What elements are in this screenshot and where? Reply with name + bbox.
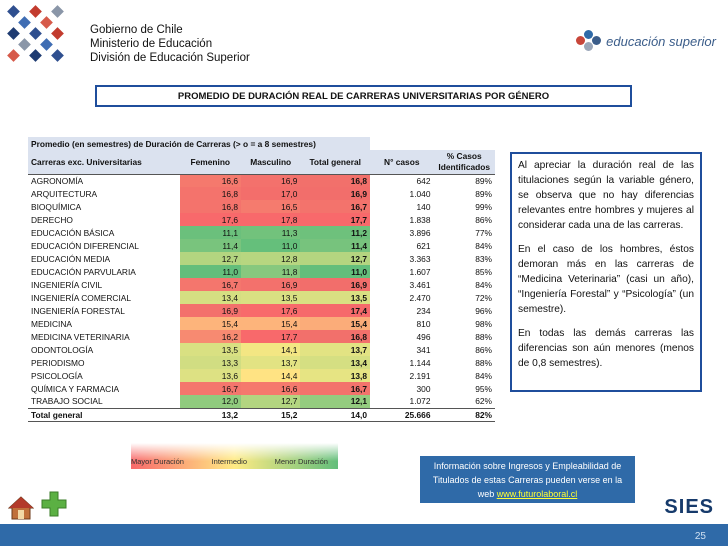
table-row: [28, 291, 495, 304]
male-cell: 14,4: [241, 369, 300, 382]
female-cell: 11,1: [180, 226, 241, 239]
page-number: 25: [694, 531, 706, 542]
pct-cell: 96%: [475, 305, 492, 316]
add-icon[interactable]: [40, 490, 68, 518]
header-pct: % Casos Identificados: [434, 150, 496, 174]
total-mas-cell: 15,2: [241, 408, 300, 421]
male-cell: 16,6: [241, 382, 300, 395]
table-row: [28, 343, 495, 356]
pct-cell: 84%: [475, 370, 492, 381]
header-female: Femenino: [180, 150, 241, 174]
logo-diamond: [51, 49, 64, 62]
female-cell: 12,7: [180, 252, 241, 265]
org-line-2: Ministerio de Educación: [90, 38, 213, 50]
pct-cell: 89%: [434, 174, 496, 187]
header-career: Carreras exc. Universitarias: [28, 150, 180, 174]
female-cell: 17,6: [180, 213, 241, 226]
career-cell: INGENIERÍA COMERCIAL: [31, 292, 132, 303]
table-row: [28, 239, 495, 252]
table-row: [28, 330, 495, 343]
table-row: [28, 356, 495, 369]
cases-cell: 1.144: [409, 357, 431, 368]
cases-cell: 341: [416, 344, 431, 355]
table-caption: Promedio (en semestres) de Duración de Carreras (> o = a 8 semestres): [28, 137, 370, 150]
org-line-3: División de Educación Superior: [90, 52, 250, 64]
footer-bar: [0, 524, 728, 546]
total-pct-cell: 82%: [434, 408, 496, 421]
career-cell: PERIODISMO: [31, 357, 85, 368]
table-header-row: [28, 150, 495, 174]
sies-brand: SIES: [664, 496, 714, 518]
female-cell: 12,0: [180, 395, 241, 408]
page-title: PROMEDIO DE DURACIÓN REAL DE CARRERAS UNIVERSITARIAS POR GÉNERO: [95, 85, 632, 107]
total-casos-cell: 25.666: [370, 408, 433, 421]
cases-cell: 3.896: [409, 227, 431, 238]
total-cell: 16,9: [300, 187, 370, 200]
cases-cell: 496: [416, 331, 431, 342]
male-cell: 11,0: [241, 239, 300, 252]
male-cell: 12,7: [241, 395, 300, 408]
female-cell: 16,8: [180, 187, 241, 200]
total-cell: 17,7: [300, 213, 370, 226]
table-row: [28, 213, 495, 226]
total-tot-cell: 14,0: [300, 408, 370, 421]
cases-cell: 2.191: [409, 370, 431, 381]
table-row: [28, 278, 495, 291]
female-cell: 11,4: [180, 239, 241, 252]
pct-cell: 86%: [475, 344, 492, 355]
career-cell: ODONTOLOGÍA: [31, 344, 94, 355]
total-cell: 13,7: [300, 343, 370, 356]
total-cell: 12,1: [300, 395, 370, 408]
cases-cell: 621: [416, 240, 431, 251]
logo-diamond: [51, 5, 64, 18]
gobierno-logo: [6, 4, 66, 64]
cases-cell: 3.461: [409, 279, 431, 290]
logo-diamond: [51, 27, 64, 40]
pct-cell: 83%: [475, 253, 492, 264]
career-cell: PSICOLOGÍA: [31, 370, 83, 381]
educacion-superior-logo: [576, 30, 716, 52]
male-cell: 17,0: [241, 187, 300, 200]
logo-diamond: [29, 5, 42, 18]
male-cell: 12,8: [241, 252, 300, 265]
legend-mid: Intermedio: [211, 457, 247, 466]
analysis-note: [510, 152, 702, 392]
male-cell: 17,7: [241, 330, 300, 343]
pct-cell: 62%: [475, 396, 492, 407]
header-male: Masculino: [241, 150, 300, 174]
table-row: [28, 252, 495, 265]
career-cell: EDUCACIÓN MEDIA: [31, 253, 111, 264]
male-cell: 13,7: [241, 356, 300, 369]
career-cell: ARQUITECTURA: [31, 188, 98, 199]
futurolaboral-link[interactable]: www.futurolaboral.cl: [496, 489, 578, 499]
logo-diamond: [29, 49, 42, 62]
pct-cell: 88%: [475, 357, 492, 368]
legend-low: Menor Duración: [274, 457, 328, 466]
brand-mark-icon: [576, 30, 602, 52]
total-cell: 11,4: [300, 239, 370, 252]
total-cell: 13,4: [300, 356, 370, 369]
total-cell: 13,5: [300, 291, 370, 304]
female-cell: 16,7: [180, 382, 241, 395]
table-row: [28, 174, 495, 187]
legend-high: Mayor Duración: [131, 457, 184, 466]
female-cell: 16,6: [180, 174, 241, 187]
female-cell: 16,8: [180, 200, 241, 213]
career-cell: EDUCACIÓN BÁSICA: [31, 227, 115, 238]
male-cell: 16,9: [241, 174, 300, 187]
male-cell: 17,8: [241, 213, 300, 226]
color-scale-legend: [131, 443, 338, 469]
female-cell: 15,4: [180, 317, 241, 330]
logo-diamond: [7, 49, 20, 62]
male-cell: 11,3: [241, 226, 300, 239]
table-row: [28, 265, 495, 278]
cases-cell: 234: [416, 305, 431, 316]
pct-cell: 88%: [475, 331, 492, 342]
female-cell: 11,0: [180, 265, 241, 278]
total-name-cell: Total general: [28, 408, 180, 421]
table-row: [28, 304, 495, 317]
logo-diamond: [18, 38, 31, 51]
total-cell: 15,4: [300, 317, 370, 330]
male-cell: 15,4: [241, 317, 300, 330]
total-cell: 13,8: [300, 369, 370, 382]
organization-block: [90, 23, 250, 65]
career-cell: EDUCACIÓN PARVULARIA: [31, 266, 136, 277]
cases-cell: 810: [416, 318, 431, 329]
logo-diamond: [7, 5, 20, 18]
logo-diamond: [29, 27, 42, 40]
logo-diamond: [40, 16, 53, 29]
career-cell: TRABAJO SOCIAL: [31, 396, 103, 407]
table-row: [28, 200, 495, 213]
note-paragraph-2: En el caso de los hombres, éstos demoran más en las carreras de “Medicina Veterinaria” (casi un año), “Ingeniería Forestal” y “Psicología” (un semestre).: [518, 244, 694, 315]
total-cell: 12,7: [300, 252, 370, 265]
male-cell: 14,1: [241, 343, 300, 356]
duration-table: [28, 137, 495, 422]
home-icon[interactable]: [8, 495, 34, 521]
cases-cell: 300: [416, 383, 431, 394]
total-fem-cell: 13,2: [180, 408, 241, 421]
pct-cell: 89%: [475, 188, 492, 199]
career-cell: BIOQUÍMICA: [31, 201, 82, 212]
female-cell: 16,2: [180, 330, 241, 343]
table-row: [28, 395, 495, 408]
logo-diamond: [7, 27, 20, 40]
total-cell: 17,4: [300, 304, 370, 317]
cases-cell: 642: [370, 174, 433, 187]
female-cell: 13,5: [180, 343, 241, 356]
male-cell: 16,5: [241, 200, 300, 213]
male-cell: 13,5: [241, 291, 300, 304]
table-row: [28, 226, 495, 239]
pct-cell: 95%: [475, 383, 492, 394]
career-cell: MEDICINA: [31, 318, 72, 329]
total-cell: 16,8: [300, 330, 370, 343]
career-cell: INGENIERÍA FORESTAL: [31, 305, 125, 316]
female-cell: 16,9: [180, 304, 241, 317]
pct-cell: 72%: [475, 292, 492, 303]
brand-text: educación superior: [606, 33, 716, 49]
cases-cell: 2.470: [409, 292, 431, 303]
career-cell: QUÍMICA Y FARMACIA: [31, 383, 120, 394]
career-cell: DERECHO: [31, 214, 73, 225]
pct-cell: 84%: [475, 279, 492, 290]
table-row: [28, 187, 495, 200]
note-paragraph-1: Al apreciar la duración real de las titulaciones según la variable género, se observa que no hay diferencias relevantes entre hombres y mujeres al considerar cada una de las carreras.: [518, 160, 694, 231]
header-total: Total general: [300, 150, 370, 174]
female-cell: 13,6: [180, 369, 241, 382]
cases-cell: 1.838: [409, 214, 431, 225]
pct-cell: 85%: [475, 266, 492, 277]
cases-cell: 140: [416, 201, 431, 212]
cases-cell: 1.607: [409, 266, 431, 277]
male-cell: 16,9: [241, 278, 300, 291]
career-cell: EDUCACIÓN DIFERENCIAL: [31, 240, 139, 251]
female-cell: 13,4: [180, 291, 241, 304]
info-text: Información sobre Ingresos y Empleabilidad de Titulados de estas Carreras pueden verse en la web: [432, 461, 623, 499]
female-cell: 13,3: [180, 356, 241, 369]
pct-cell: 99%: [475, 201, 492, 212]
header-cases: N° casos: [370, 150, 433, 174]
total-cell: 16,8: [300, 174, 370, 187]
pct-cell: 84%: [475, 240, 492, 251]
total-cell: 16,7: [300, 382, 370, 395]
total-cell: 11,0: [300, 265, 370, 278]
career-cell: AGRONOMÍA: [28, 174, 180, 187]
table-row: [28, 369, 495, 382]
total-cell: 16,7: [300, 200, 370, 213]
male-cell: 11,8: [241, 265, 300, 278]
org-line-1: Gobierno de Chile: [90, 24, 183, 36]
table-row: [28, 317, 495, 330]
cases-cell: 1.040: [409, 188, 431, 199]
male-cell: 17,6: [241, 304, 300, 317]
table-caption-row: [28, 137, 495, 150]
cases-cell: 3.363: [409, 253, 431, 264]
career-cell: MEDICINA VETERINARIA: [31, 331, 130, 342]
pct-cell: 98%: [475, 318, 492, 329]
cases-cell: 1.072: [409, 396, 431, 407]
pct-cell: 86%: [475, 214, 492, 225]
info-box: [420, 456, 635, 503]
total-cell: 11,2: [300, 226, 370, 239]
logo-diamond: [40, 38, 53, 51]
logo-diamond: [18, 16, 31, 29]
career-cell: INGENIERÍA CIVIL: [31, 279, 103, 290]
table-row: [28, 382, 495, 395]
note-paragraph-3: En todas las demás carreras las diferencias son aún menores (menos de 0,8 semestres).: [518, 328, 694, 369]
pct-cell: 77%: [475, 227, 492, 238]
table-total-row: [28, 408, 495, 421]
total-cell: 16,9: [300, 278, 370, 291]
female-cell: 16,7: [180, 278, 241, 291]
